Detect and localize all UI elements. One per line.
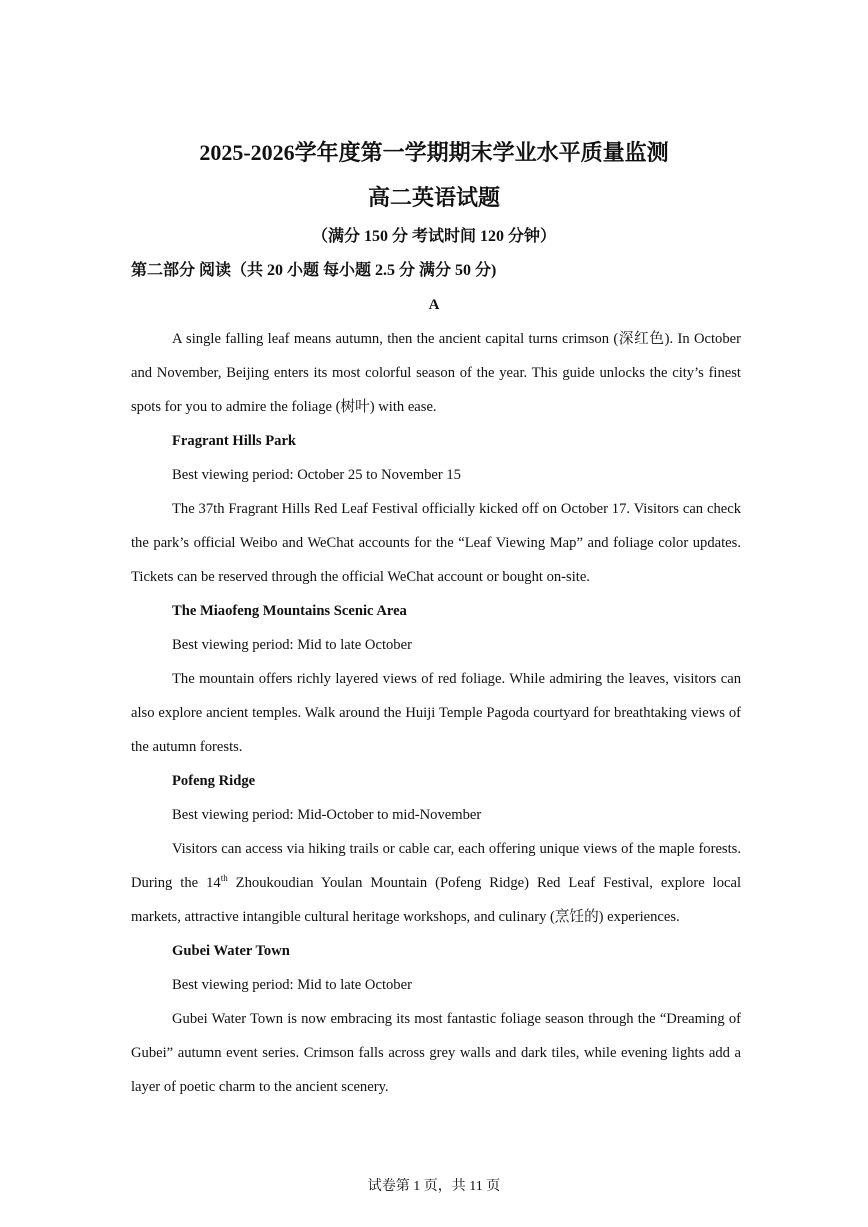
spot-name: Gubei Water Town — [172, 943, 290, 959]
exam-title: 2025-2026学年度第一学期期末学业水平质量监测 — [199, 140, 669, 165]
ordinal-suffix: th — [220, 873, 228, 883]
exam-info: （满分 150 分 考试时间 120 分钟） — [311, 228, 556, 245]
exam-subtitle: 高二英语试题 — [367, 185, 500, 210]
spot-description: The mountain offers richly layered views of red foliage. While admiring the leaves, visitors can also explore ancient temples. Walk around the Huiji Temple Pagoda courtyard for breathtaking views of the autumn forests. — [131, 671, 741, 755]
passage-intro: A single falling leaf means autumn, then the ancient capital turns crimson (深红色). In October and November, Beijing enters its most colorful season of the year. This guide unlocks the city’s finest spots for you to admire the foliage (树叶) with ease. — [131, 331, 741, 415]
spot-name: The Miaofeng Mountains Scenic Area — [172, 603, 407, 619]
spot-description — [131, 832, 741, 934]
spot-description: Gubei Water Town is now embracing its most fantastic foliage season through the “Dreaming of Gubei” autumn event series. Crimson falls across grey walls and dark tiles, while evening lights add a layer of poetic charm to the ancient scenery. — [131, 1011, 741, 1095]
spot-period: Best viewing period: Mid to late October — [172, 637, 412, 653]
page-footer: 试卷第 1 页，共 11 页 — [367, 1179, 501, 1194]
spot-name: Pofeng Ridge — [172, 773, 256, 789]
spot-description-part: Zhoukoudian Youlan Mountain (Pofeng Ridge) Red Leaf Festival, explore local markets, attractive intangible cultural heritage workshops, and culinary (烹饪的) experiences. — [131, 875, 741, 925]
spot-name: Fragrant Hills Park — [172, 433, 297, 449]
passage-letter: A — [428, 297, 440, 313]
spot-period: Best viewing period: Mid-October to mid-November — [172, 807, 482, 823]
section-heading: 第二部分 阅读（共 20 小题 每小题 2.5 分 满分 50 分) — [131, 262, 497, 279]
spot-period: Best viewing period: Mid to late October — [172, 977, 412, 993]
spot-description-part: Visitors can access via hiking trails or cable car, each offering unique views of the maple forests. During the 14 — [131, 841, 741, 891]
spot-description: The 37th Fragrant Hills Red Leaf Festival officially kicked off on October 17. Visitors can check the park’s official Weibo and WeChat accounts for the “Leaf Viewing Map” and foliage color updates. Tickets can be reserved through the official WeChat account or bought on-site. — [131, 501, 741, 585]
passage-body — [131, 322, 741, 1104]
spot-period: Best viewing period: October 25 to November 15 — [172, 467, 461, 483]
